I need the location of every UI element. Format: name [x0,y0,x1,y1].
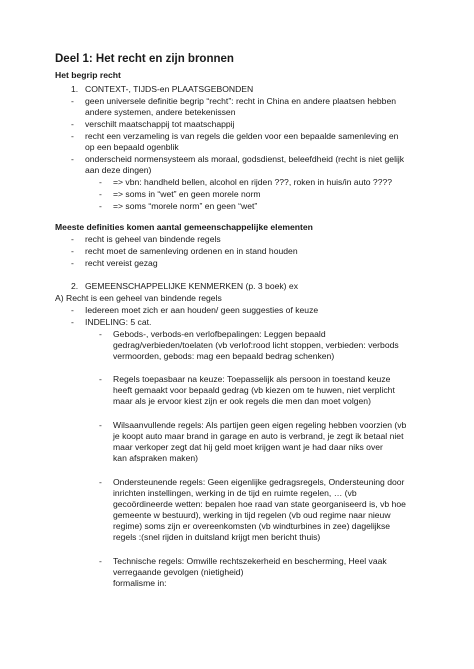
bullet-dash: - [71,258,74,268]
sub-bullet-line: => soms “morele norm” en geen “wet” [113,201,258,211]
bullet-dash: - [71,131,74,141]
list-number: 1. [71,84,79,94]
list-number: 2. [71,281,79,291]
bullet-dash: - [71,96,74,106]
category-line: gedrag/verbieden/toelaten (vb verlof:rood licht stoppen, verbieden: verbods [113,340,399,350]
sub-bullet-dash: - [99,420,102,430]
section-heading-common-elements: Meeste definities komen aantal gemeenschappelijke elementen [55,222,313,232]
bullet-line: Iedereen moet zich er aan houden/ geen suggesties of keuze [85,305,319,315]
category-line: gecoördineerde wetten: bepalen hoe raad van state georganiseerd is, vb hoe [113,499,406,509]
category-line: heeft gemaakt voor bepaald gedrag (vb kiezen om te huwen, niet verplicht [113,385,395,395]
category-line: formalisme in: [113,578,167,588]
bullet-line: onderscheid normensysteem als moraal, godsdienst, beleefdheid (recht is niet gelijk [85,154,405,164]
category-line: gemeente w bestuurd), werking in tijd regelen (vb oud regime naar nieuw [113,510,391,520]
sub-bullet-dash: - [99,201,102,211]
bullet-line: recht is geheel van bindende regels [85,234,221,244]
category-line: Wilsaanvullende regels: Als partijen geen eigen regeling hebben voorzien (vb [113,420,407,430]
category-line: vermoorden, gebods: mag een bepaald bedrag schenken) [113,351,335,361]
bullet-line: recht moet de samenleving ordenen en in stand houden [85,246,298,256]
sub-bullet-dash: - [99,329,102,339]
bullet-dash: - [71,154,74,164]
sub-bullet-line: => soms in “wet” en geen morele norm [113,189,261,199]
bullet-line: op een bepaald ogenblik [85,142,179,152]
bullet-dash: - [71,234,74,244]
category-line: verregaande gevolgen (nietigheid) [113,567,244,577]
list-heading-kenmerken: GEMEENSCHAPPELIJKE KENMERKEN (p. 3 boek) ex [85,281,299,291]
bullet-dash: - [71,317,74,327]
bullet-line: geen universele definitie begrip “recht”: recht in China en andere plaatsen hebben [85,96,397,106]
section-heading-begrip-recht: Het begrip recht [55,70,121,80]
sub-bullet-dash: - [99,477,102,487]
bullet-line: recht vereist gezag [85,258,158,268]
category-line: regels :(snel rijden in duitsland krijgt men bericht thuis) [113,532,321,542]
sub-bullet-dash: - [99,374,102,384]
sub-bullet-dash: - [99,556,102,566]
subsection-a: A) Recht is een geheel van bindende regels [55,293,222,303]
category-line: Technische regels: Omwille rechtszekerheid en bescherming, Heel vaak [113,556,387,566]
document-title: Deel 1: Het recht en zijn bronnen [55,53,234,65]
bullet-dash: - [71,119,74,129]
bullet-line: recht een verzameling is van regels die gelden voor een bepaalde samenleving en [85,131,399,141]
category-line: maar verkoper zegt dat hij geld moet krijgen want je had daar niks over [113,442,383,452]
sub-bullet-line: => vbn: handheld bellen, alcohol en rijden ???, roken in huis/in auto ???? [113,177,393,187]
category-line: kan afspraken maken) [113,453,199,463]
category-line: maar als je ervoor kiest zijn er ook regels die men dan moet volgen) [113,396,371,406]
category-line: Gebods-, verbods-en verlofbepalingen: Leggen bepaald [113,329,326,339]
sub-bullet-dash: - [99,189,102,199]
list-heading-context: CONTEXT-, TIJDS-en PLAATSGEBONDEN [85,84,254,94]
category-line: inrichten instellingen, werking in de tijd en ruimte regelen, … (vb [113,488,357,498]
bullet-line: andere systemen, andere betekenissen [85,107,236,117]
bullet-dash: - [71,246,74,256]
bullet-line: INDELING: 5 cat. [85,317,152,327]
sub-bullet-dash: - [99,177,102,187]
category-line: regime) soms zijn er overeenkomsten (vb windturbines in zee) dagelijkse [113,521,391,531]
category-line: Ondersteunende regels: Geen eigenlijke gedragsregels, Ondersteuning door [113,477,405,487]
bullet-line: verschilt maatschappij tot maatschappij [85,119,235,129]
category-line: Regels toepasbaar na keuze: Toepasselijk als persoon in toestand keuze [113,374,391,384]
category-line: je koopt auto maar brand in garage en auto is verbrand, je zegt ik betaal niet [113,431,404,441]
bullet-line: aan deze dingen) [85,165,152,175]
bullet-dash: - [71,305,74,315]
